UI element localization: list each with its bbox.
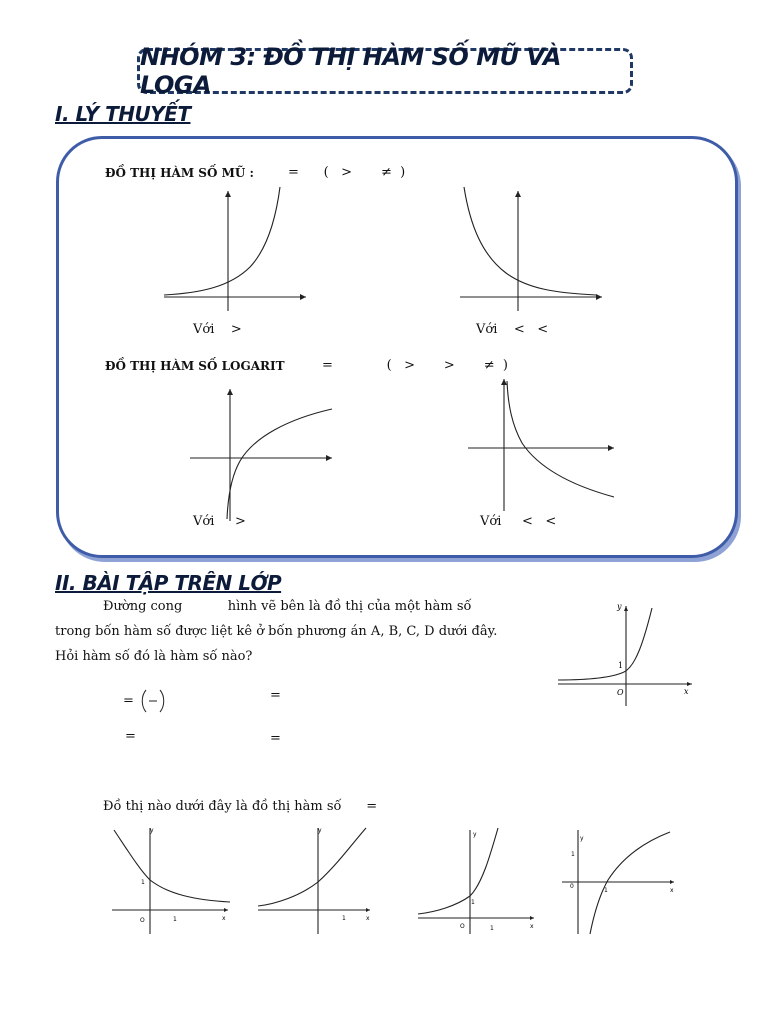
q2g1-origin: O (140, 917, 145, 924)
q2g2-one-x: 1 (342, 915, 346, 922)
log-formula: = ( > > ≠ ) (322, 358, 508, 373)
page-title: NHÓM 3: ĐỒ THỊ HÀM SỐ MŨ VÀ LOGA (140, 43, 561, 99)
log-curve-increasing (227, 409, 332, 519)
log-graph-label: ĐỒ THỊ HÀM SỐ LOGARIT (105, 359, 285, 373)
q1-x-label: x (684, 687, 689, 696)
log-graph-decreasing (466, 375, 616, 515)
q1-option-a-paren (138, 688, 168, 714)
exp-graph-label: ĐỒ THỊ HÀM SỐ MŨ : (105, 166, 254, 180)
q1-graph (556, 600, 696, 710)
log-graph-increasing (188, 385, 338, 525)
exp-graph-increasing (160, 185, 310, 315)
q2g1-one-x: 1 (173, 916, 177, 923)
q1-option-d: = (270, 731, 281, 746)
q2g4-y: y (580, 835, 584, 842)
exp-cond-left: Với > (193, 322, 242, 337)
q1-line-3: Hỏi hàm số đó là hàm số nào? (55, 649, 253, 664)
q1-option-b: = (270, 688, 281, 703)
exp-graph-decreasing (456, 185, 606, 315)
q2g1-one-y: 1 (141, 879, 145, 886)
q1-line-2: trong bốn hàm số được liệt kê ở bốn phương án A, B, C, D dưới đây. (55, 624, 498, 639)
q1-option-c: = (125, 729, 136, 744)
q2g1-y: y (150, 827, 154, 834)
exp-cond-right: Với < < (476, 322, 549, 337)
q2-graph-2 (256, 826, 380, 938)
q1-one-label: 1 (618, 661, 624, 670)
section-heading-exercises: II. BÀI TẬP TRÊN LỚP (55, 571, 282, 595)
q1-y-label: y (617, 602, 622, 611)
q2g2-x: x (366, 915, 370, 922)
q2g1-x: x (222, 915, 226, 922)
q2g3-one-x: 1 (490, 925, 494, 932)
q2g4-one-y: 1 (571, 851, 575, 858)
exp-curve-increasing (164, 187, 280, 295)
q2g3-x: x (530, 923, 534, 930)
exp-formula: = ( > ≠ ) (288, 165, 406, 180)
theory-box (56, 136, 738, 558)
q2g3-y: y (473, 831, 477, 838)
exp-curve-decreasing (464, 187, 596, 295)
log-cond-right: Với < < (480, 514, 557, 529)
q1-origin-label: O (617, 688, 624, 697)
q2g3-origin: O (460, 923, 465, 930)
section-heading-theory: I. LÝ THUYẾT (55, 102, 191, 126)
q2g4-one-x: 1 (604, 887, 608, 894)
q2g4-x: x (670, 887, 674, 894)
q1-option-a-eq: = (123, 693, 134, 709)
q2-graph-4 (560, 826, 684, 938)
q2g2-y: y (318, 827, 322, 834)
q2-text: Đồ thị nào dưới đây là đồ thị hàm số = (103, 799, 378, 814)
q2g4-origin: 0 (570, 883, 574, 890)
q1-option-a (123, 688, 168, 714)
q1-line-1: Đường cong hình vẽ bên là đồ thị của một hàm số (103, 599, 472, 614)
q2g3-one-y: 1 (471, 899, 475, 906)
q2-graph-1 (110, 826, 234, 938)
title-box (137, 43, 633, 99)
log-curve-decreasing (507, 381, 614, 497)
q2-graph-3 (416, 826, 540, 938)
log-cond-left: Với > (193, 514, 246, 529)
